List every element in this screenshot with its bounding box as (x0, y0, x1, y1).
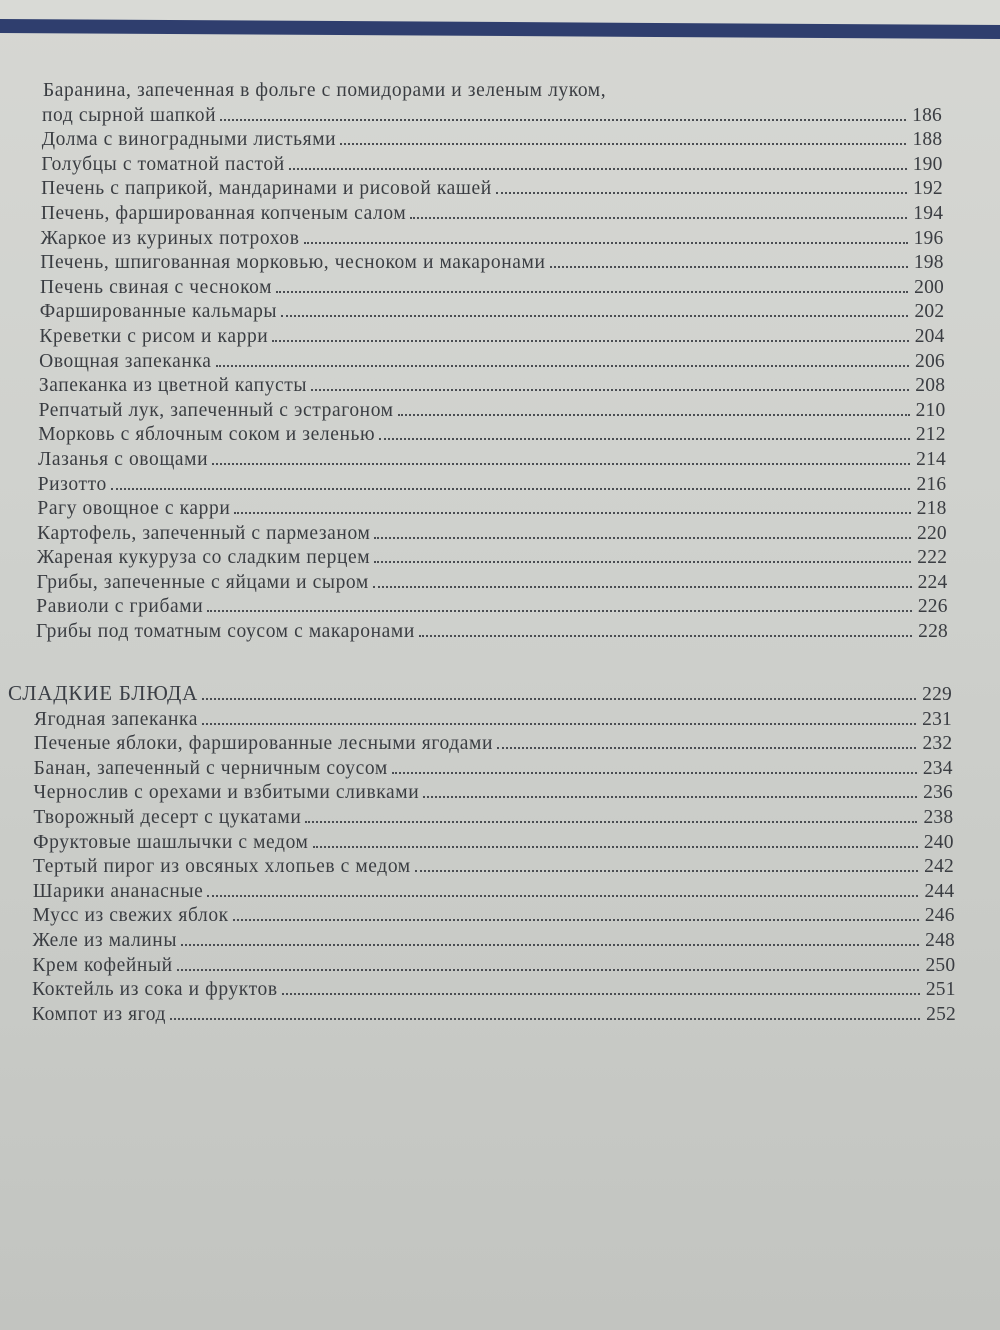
toc-entry (0, 422, 1000, 447)
section-title: СЛАДКИЕ БЛЮДА (8, 681, 199, 705)
toc-entry-title: Крем кофейный (32, 954, 173, 976)
toc-entry (0, 397, 1000, 422)
toc-entry-title: Творожный десерт с цукатами (33, 806, 302, 828)
dot-leader (379, 438, 910, 440)
toc-entry (0, 200, 1000, 225)
toc-entry-title: Грибы под томатным соусом с макаронами (36, 621, 415, 643)
toc-entry-title: Рагу овощное с карри (37, 498, 231, 520)
dot-leader (340, 143, 906, 145)
toc-entry (0, 496, 1000, 521)
toc-entry (0, 373, 1000, 398)
toc-entry (0, 706, 1000, 731)
dot-leader (202, 698, 916, 700)
toc-page-number: 232 (922, 733, 953, 755)
toc-entry-title: Печень с паприкой, мандаринами и рисовой кашей (41, 178, 492, 200)
main-dishes-list (0, 78, 1000, 643)
toc-page-number: 240 (923, 831, 954, 853)
toc-entry (0, 878, 1000, 903)
dot-leader (216, 365, 910, 367)
toc-page-number: 200 (914, 276, 944, 298)
toc-entry (0, 151, 1000, 176)
dot-leader (233, 919, 919, 921)
toc-entry (0, 348, 1000, 373)
toc-entry (0, 1001, 1000, 1026)
toc-entry-title: Морковь с яблочным соком и зеленью (38, 424, 376, 446)
toc-entry-title: Жаркое из куриных потрохов (40, 227, 300, 249)
dot-leader (207, 895, 918, 897)
toc-entry (0, 127, 1000, 152)
toc-entry (0, 471, 1000, 496)
dot-leader (311, 389, 909, 391)
toc-entry-title: Мусс из свежих яблок (32, 905, 229, 927)
dot-leader (202, 723, 916, 725)
toc-page-number: 196 (913, 227, 944, 249)
toc-page-number: 212 (915, 424, 946, 446)
toc-page-number: 250 (925, 954, 956, 976)
toc-page-number: 226 (917, 596, 948, 618)
dot-leader (392, 772, 917, 774)
dot-leader (313, 846, 918, 848)
toc-page-number: 192 (913, 178, 943, 200)
toc-page-number: 190 (912, 153, 943, 175)
toc-entry-title: Долма с виноградными листьями (41, 129, 337, 151)
toc-entry-title: Шарики ананасные (32, 880, 204, 902)
toc-page-number: 246 (924, 905, 955, 927)
toc-page-number: 220 (917, 522, 947, 544)
dot-leader (374, 561, 911, 563)
toc-entry-title: Чернослив с орехами и взбитыми сливками (33, 782, 420, 804)
toc-entry-title: Репчатый лук, запеченный с эстрагоном (38, 399, 394, 421)
toc-entry-title: Запеканка из цветной капусты (38, 375, 308, 397)
dot-leader (398, 414, 910, 416)
toc-page-number: 224 (917, 571, 948, 593)
toc-page-number: 214 (916, 448, 946, 470)
toc-page-number: 234 (922, 757, 953, 779)
toc-entry-title: Жареная кукуруза со сладким перцем (36, 547, 371, 569)
toc-page-number: 236 (923, 782, 953, 804)
dot-leader (423, 796, 917, 798)
toc-entry (0, 927, 1000, 952)
dot-leader (207, 610, 912, 612)
toc-page-number: 251 (925, 979, 956, 1001)
toc-entry (0, 804, 1000, 829)
toc-entry (0, 952, 1000, 977)
toc-entry-title: Грибы, запеченные с яйцами и сыром (36, 571, 369, 593)
toc-page-number: 204 (914, 325, 945, 347)
toc-page-number: 202 (914, 301, 945, 323)
toc-entry (0, 618, 1000, 643)
toc-page-number: 216 (916, 473, 947, 495)
toc-entry-title: Коктейль из сока и фруктов (32, 979, 278, 1001)
toc-entry (0, 829, 1000, 854)
dot-leader (272, 340, 908, 342)
toc-entry-title: Печень, шпигованная морковью, чесноком и макаронами (40, 252, 546, 274)
sweets-section (0, 680, 1000, 1026)
toc-page-number: 252 (926, 1003, 956, 1025)
toc-entry-title: Фруктовые шашлычки с медом (33, 831, 309, 853)
toc-page-number: 248 (925, 929, 955, 951)
toc-page-number: 194 (913, 202, 944, 224)
toc-page-number: 228 (918, 621, 948, 643)
dot-leader (220, 119, 906, 121)
toc-entry (0, 176, 1000, 201)
toc-entry-title: Овощная запеканка (39, 350, 212, 372)
toc-entry (0, 520, 1000, 545)
toc-entry-title: Фаршированные кальмары (39, 301, 278, 323)
toc-entry-title: Лазанья с овощами (38, 448, 209, 470)
toc-page-number: 231 (922, 708, 952, 730)
toc-entry-title: Банан, запеченный с черничным соусом (33, 757, 388, 779)
toc-entry-title: под сырной шапкой (42, 104, 217, 126)
toc-entry (0, 102, 1000, 127)
dot-leader (212, 463, 910, 465)
dot-leader (170, 1018, 920, 1020)
toc-entry (0, 545, 1000, 570)
toc-entry-title: Печень свиная с чесноком (40, 276, 273, 298)
toc-page-number: 210 (915, 399, 946, 421)
toc-entry-intro (0, 78, 1000, 102)
toc-entry (0, 977, 1000, 1002)
toc-entry (0, 755, 1000, 780)
toc-page-number: 186 (912, 104, 942, 126)
toc-entry (0, 323, 1000, 348)
section-page-number: 229 (922, 684, 952, 705)
dot-leader (550, 266, 908, 268)
toc-entry-title: Тертый пирог из овсяных хлопьев с медом (33, 856, 411, 878)
toc-entry (0, 274, 1000, 299)
toc-page-number: 242 (924, 856, 954, 878)
toc-page-number: 238 (923, 806, 954, 828)
toc-page-number: 218 (916, 498, 947, 520)
toc-entry (0, 903, 1000, 928)
dot-leader (181, 944, 919, 946)
dot-leader (415, 870, 918, 872)
toc-entry (0, 299, 1000, 324)
dot-leader (419, 635, 912, 637)
toc-page-number: 208 (915, 375, 946, 397)
toc-entry-title: Ягодная запеканка (34, 708, 199, 730)
toc-entry (0, 594, 1000, 619)
dot-leader (281, 315, 908, 317)
dot-leader (282, 993, 920, 995)
toc-entry (0, 446, 1000, 471)
dot-leader (410, 217, 907, 219)
toc-entry (0, 731, 1000, 756)
toc-entry (0, 569, 1000, 594)
dot-leader (496, 192, 907, 194)
toc-entry-title: Печеные яблоки, фаршированные лесными ягодами (33, 733, 493, 755)
dot-leader (111, 488, 911, 490)
dot-leader (305, 821, 917, 823)
toc-entry-title: Печень, фаршированная копченым салом (40, 202, 407, 224)
dot-leader (497, 747, 916, 749)
section-heading-entry (0, 680, 1000, 706)
toc-entry-title: Желе из малины (32, 929, 178, 951)
toc-entry (0, 854, 1000, 879)
toc-entry-title: Картофель, запеченный с пармезаном (37, 522, 371, 544)
dot-leader (177, 969, 920, 971)
toc-entry (0, 250, 1000, 275)
toc-entry-title: Компот из ягод (32, 1003, 167, 1025)
toc-entry-title: Баранина, запеченная в фольге с помидорами и зеленым луком, (43, 80, 607, 101)
dot-leader (374, 537, 911, 539)
toc-page-number: 188 (912, 129, 943, 151)
dot-leader (304, 242, 908, 244)
dot-leader (289, 168, 907, 170)
toc-entry-title: Голубцы с томатной пастой (41, 153, 285, 175)
toc-page-number: 206 (915, 350, 945, 372)
dot-leader (373, 586, 912, 588)
toc-page-number: 198 (913, 252, 944, 274)
dot-leader (234, 512, 910, 514)
toc-entry-title: Ризотто (37, 473, 107, 495)
toc-page-number: 244 (924, 880, 955, 902)
toc-entry-title: Креветки с рисом и карри (39, 325, 269, 347)
toc-entry (0, 225, 1000, 250)
toc-entry (0, 780, 1000, 805)
toc-page-number: 222 (917, 547, 948, 569)
toc-entry-title: Равиоли с грибами (36, 596, 204, 618)
dot-leader (276, 291, 908, 293)
